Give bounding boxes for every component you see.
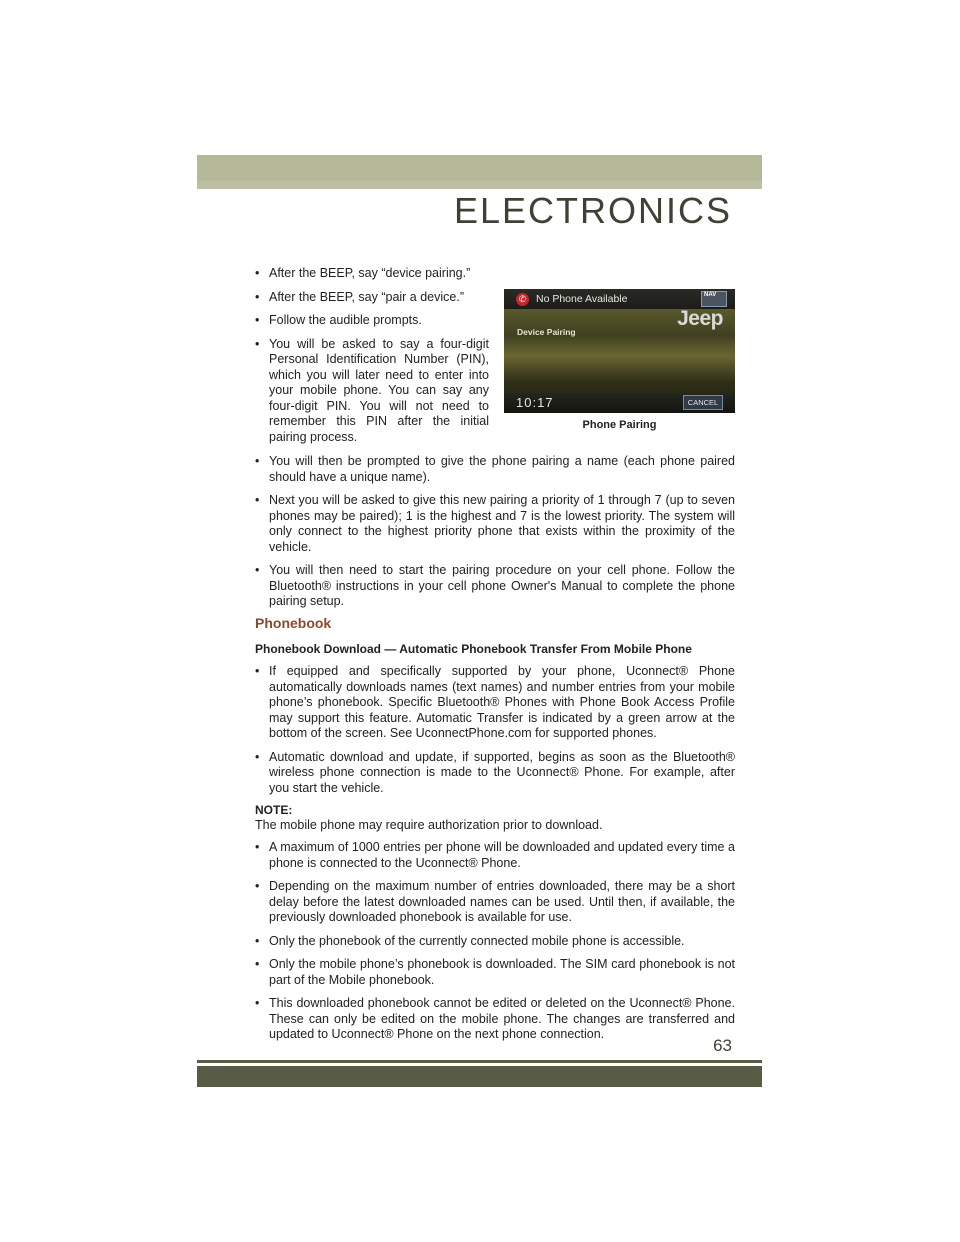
bullet-item: • If equipped and specifically supported by your phone, Uconnect® Phone automatically downloads names (text names) and number entries from your mobile phone’s phonebook. Specific Bluetooth® Phones with Phone Book Access Profile may support this feature. Automatic Transfer is indicated by a green arrow at the bottom of the screen. See UconnectPhone.com for supported phones. xyxy=(255,664,735,742)
note-bullets xyxy=(255,840,735,1051)
phone-status-text: No Phone Available xyxy=(536,293,628,305)
footer-band xyxy=(197,1066,762,1087)
phone-pairing-screenshot xyxy=(504,289,735,413)
bullet-item: • You will be asked to say a four-digit Personal Identification Number (PIN), which you will later need to enter into your mobile phone. You can say any four-digit PIN. You will not need to remember this PIN after the initial pairing process. xyxy=(255,337,489,446)
bullet-item: • Only the phonebook of the currently connected mobile phone is accessible. xyxy=(255,934,735,950)
phonebook-subheading: Phonebook Download — Automatic Phonebook Transfer From Mobile Phone xyxy=(255,642,692,656)
note-label: NOTE: xyxy=(255,803,293,817)
clock-text: 10:17 xyxy=(516,395,554,410)
cancel-button: CANCEL xyxy=(683,395,723,410)
bullet-item: • Automatic download and update, if supported, begins as soon as the Bluetooth® wireless phone connection is made to the Uconnect® Phone. For example, after you start the vehicle. xyxy=(255,750,735,797)
footer-band-thin xyxy=(197,1060,762,1063)
note-text: The mobile phone may require authorization prior to download. xyxy=(255,818,603,832)
bullet-item: • Follow the audible prompts. xyxy=(255,313,489,329)
top-bullets xyxy=(255,266,489,453)
phonebook-bullets xyxy=(255,664,735,804)
screen-label: Device Pairing xyxy=(517,327,576,337)
figure-caption: Phone Pairing xyxy=(582,419,657,431)
mid-bullets xyxy=(255,454,735,618)
bullet-item: • Next you will be asked to give this new pairing a priority of 1 through 7 (up to seven phones may be paired); 1 is the highest and 7 is the lowest priority. The system will only connect to the highest priority phone that exists within the proximity of the vehicle. xyxy=(255,493,735,555)
brand-logo: Jeep xyxy=(677,307,723,330)
bullet-item: • After the BEEP, say “pair a device.” xyxy=(255,290,489,306)
phonebook-heading: Phonebook xyxy=(255,615,332,631)
bullet-item: • You will then be prompted to give the phone pairing a name (each phone paired should have a unique name). xyxy=(255,454,735,485)
section-title: ELECTRONICS xyxy=(453,190,732,231)
phone-disconnected-icon: ✆ xyxy=(516,293,529,306)
bullet-item: • Depending on the maximum number of entries downloaded, there may be a short delay before the latest downloaded names can be used. Until then, if available, the previously downloaded phonebook is available for use. xyxy=(255,879,735,926)
bullet-item: • A maximum of 1000 entries per phone will be downloaded and updated every time a phone is connected to the Uconnect® Phone. xyxy=(255,840,735,871)
bullet-item: • Only the mobile phone’s phonebook is downloaded. The SIM card phonebook is not part of the Mobile phonebook. xyxy=(255,957,735,988)
header-band xyxy=(197,155,762,181)
bullet-item: • You will then need to start the pairing procedure on your cell phone. Follow the Bluetooth® instructions in your cell phone Owner's Manual to complete the phone pairing setup. xyxy=(255,563,735,610)
page-number: 63 xyxy=(713,1036,732,1055)
header-band-thin xyxy=(197,181,762,189)
nav-icon: NAV xyxy=(701,291,727,307)
bullet-item: • This downloaded phonebook cannot be edited or deleted on the Uconnect® Phone. These can only be edited on the mobile phone. The changes are transferred and updated to Uconnect® Phone on the next phone connection. xyxy=(255,996,735,1043)
bullet-item: • After the BEEP, say “device pairing.” xyxy=(255,266,489,282)
